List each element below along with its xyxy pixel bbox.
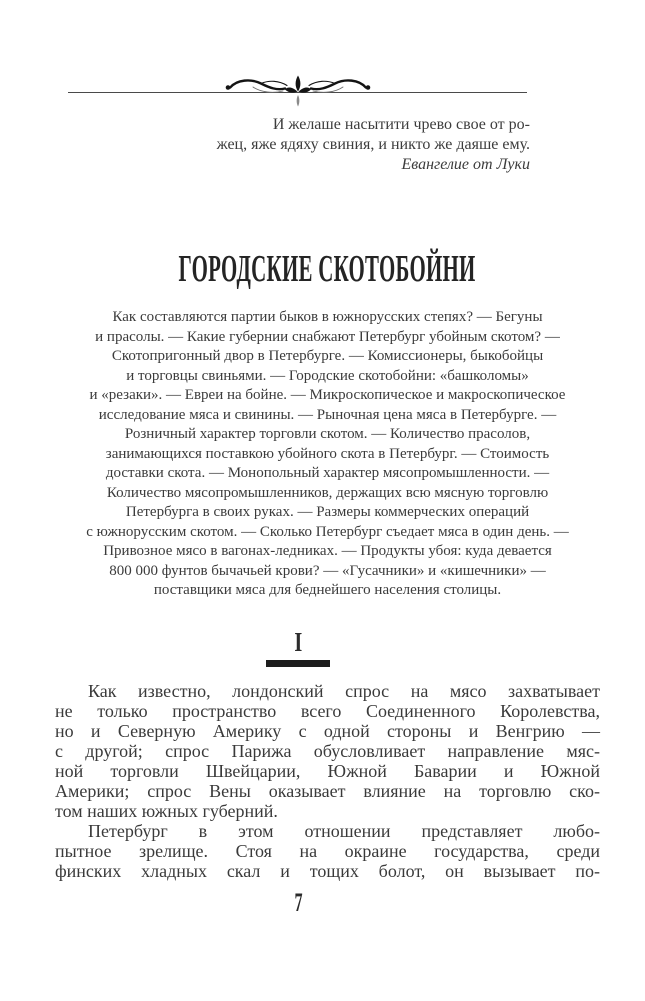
section-number: I bbox=[294, 627, 302, 657]
text-line: том наших южных губерний. bbox=[55, 801, 278, 821]
text-line: и торговцы свиньями. — Городские скотобойни: «башколомы» bbox=[126, 367, 529, 384]
text-line: И желаше насытити чрево свое от ро- bbox=[272, 116, 530, 133]
text-line: Как составляются партии быков в южнорусских степях? — Бегуны bbox=[112, 309, 543, 325]
chapter-title bbox=[55, 248, 600, 290]
text-line: Америки; спрос Вены оказывает влияние на торговлю ско- bbox=[55, 781, 600, 801]
text-line: финских хладных скал и тощих болот, он вызывает по- bbox=[55, 861, 600, 881]
text-line: доставки скота. — Монопольный характер мясопромышленности. — bbox=[105, 465, 550, 481]
section-underline bbox=[266, 660, 330, 667]
text-line: Розничный характер торговли скотом. — Количество прасолов, bbox=[124, 426, 531, 442]
page-number: 7 bbox=[293, 888, 303, 917]
body-paragraph-2 bbox=[55, 821, 600, 881]
text-line: жец, яже ядяху свиния, и никто же даяше ему. bbox=[216, 136, 530, 153]
epigraph-quote bbox=[217, 115, 530, 155]
text-line: но и Северную Америку с одной стороны и Венгрию — bbox=[55, 721, 600, 741]
chapter-synopsis bbox=[55, 308, 600, 601]
text-line: не только пространство всего Соединенного Королевства, bbox=[55, 701, 600, 721]
text-line: Петербурга в своих руках. — Размеры коммерческих операций bbox=[125, 504, 530, 520]
text-line: с другой; спрос Парижа обусловливает направление мяс- bbox=[55, 741, 600, 761]
text-line: ной торговли Швейцарии, Южной Баварии и Южной bbox=[55, 761, 600, 781]
body-paragraph-1 bbox=[55, 681, 600, 821]
text-line: Скотопригонный двор в Петербурге. — Комиссионеры, быкобойцы bbox=[111, 348, 544, 364]
fleuron-flourish-divider-icon bbox=[223, 74, 373, 110]
text-line: исследование мяса и свинины. — Рыночная цена мяса в Петербурге. — bbox=[98, 406, 557, 423]
text-line: и «резаки». — Евреи на бойне. — Микроскопическое и макроскопическое bbox=[89, 387, 566, 403]
text-line: Привозное мясо в вагонах-ледниках. — Продукты убоя: куда девается bbox=[103, 543, 552, 559]
section-heading bbox=[55, 629, 541, 667]
page-number-area bbox=[55, 890, 541, 916]
text-line: Петербург в этом отношении представляет любо- bbox=[88, 821, 600, 841]
text-line: Количество мясопромышленников, держащих всю мясную торговлю bbox=[106, 484, 549, 501]
epigraph bbox=[217, 115, 530, 175]
epigraph-attribution: Евангелие от Луки bbox=[401, 156, 530, 173]
text-line: с южнорусским скотом. — Сколько Петербург съедает мяса в один день. — bbox=[86, 523, 569, 540]
body-text bbox=[55, 681, 600, 881]
text-line: Как известно, лондонский спрос на мясо захватывает bbox=[88, 681, 600, 701]
text-line: 800 000 фунтов бычачьей крови? — «Гусачники» и «кишечники» — bbox=[109, 562, 546, 579]
text-line: и прасолы. — Какие губернии снабжают Петербург убойным скотом? — bbox=[95, 328, 560, 345]
text-line: занимающихся поставкою убойного скота в Петербург. — Стоимость bbox=[105, 445, 550, 462]
text-line: пытное зрелище. Стоя на окраине государства, среди bbox=[55, 841, 600, 861]
chapter-title-text: ГОРОДСКИЕ СКОТОБОЙНИ bbox=[178, 248, 477, 290]
text-line: поставщики мяса для беднейшего населения столицы. bbox=[153, 582, 502, 598]
